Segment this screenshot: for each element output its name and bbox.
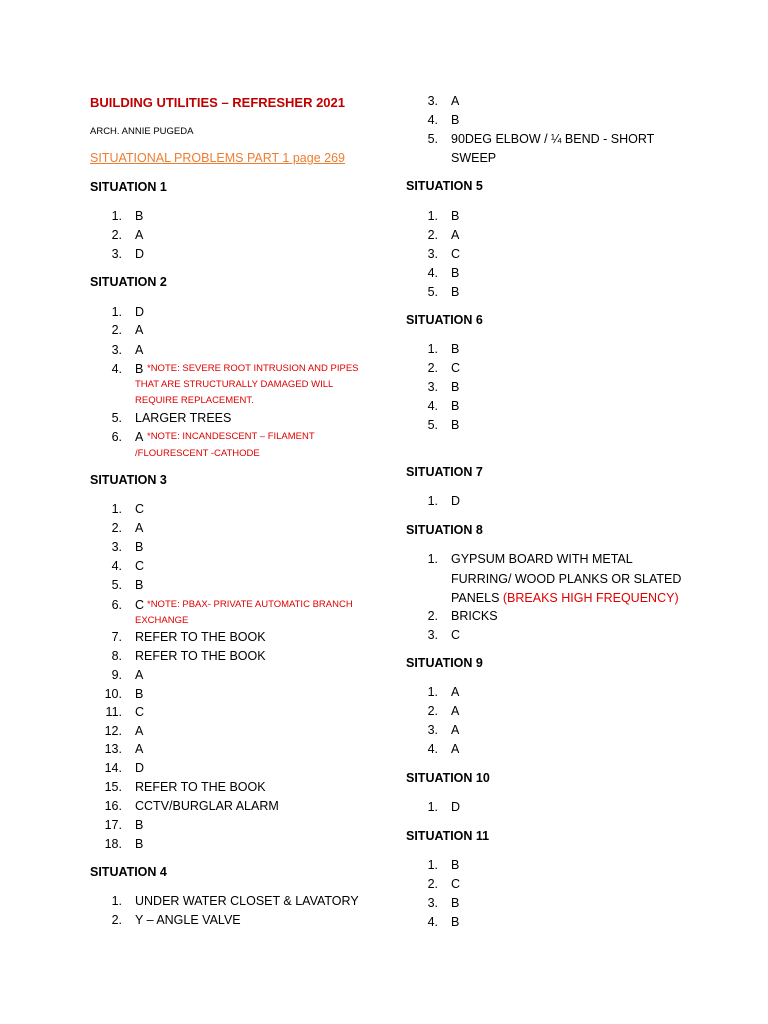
- situation-heading: SITUATION 7: [406, 465, 483, 479]
- note-text: THAT ARE STRUCTURALLY DAMAGED WILL: [135, 379, 334, 390]
- note-text: /FLOURESCENT -CATHODE: [135, 448, 260, 459]
- situation-heading: SITUATION 6: [406, 313, 483, 327]
- situation-heading: SITUATION 3: [90, 473, 167, 487]
- document-title: BUILDING UTILITIES – REFRESHER 2021: [90, 95, 345, 110]
- note-text: *NOTE: PBAX- PRIVATE AUTOMATIC BRANCH: [147, 599, 353, 610]
- document-page: BUILDING UTILITIES – REFRESHER 2021 ARCH. ANNIE PUGEDA SITUATIONAL PROBLEMS PART 1 page 269 SITUATION 1 1. B 2. A 3. D SITUATION 2 1. D 2. A 3. A 4. B *NOTE: SEVERE ROOT INTRUSION AND PIPES THAT ARE STRUCTURALLY DAMAGED WILL REQUIRE REPLACEMENT. 5. LARGER TREES 6. A *NOTE: INCANDESCENT – FILAMENT /FLOURESCENT -CATHODE SITUATION 3 1. C 2. A 3. B 4. C 5. B 6. C *NOTE: PBAX- PRIVATE AUTOMATIC BRANCH EXCHANGE 7. REFER TO THE BOOK 8. REFER TO THE BOOK 9. A 10. B 11. C 12. A 13. A 14. D 15. REFER TO THE BOOK 16. CCTV/BURGLAR ALARM 17. B 18. B SITUATION 4 1. UNDER WATER CLOSET & LAVATORY 2. Y – ANGLE VALVE 3. A 4. B 5. 90DEG ELBOW / ¼ BEND - SHORT SWEEP SITUATION 5 1. B 2. A 3. C 4. B 5. B SITUATION 6 1. B 2. C 3. B 4. B 5. B SITUATION 7 1. D SITUATION 8 1. GYPSUM BOARD WITH METAL FURRING/ WOOD PLANKS OR SLATED PANELS (BREAKS HIGH FREQUENCY) 2. BRICKS 3. C SITUATION 9 1. A 2. A 3. A 4. A SITUATION 10 1. D SITUATION 11 1. B 2. C 3. B 4. B: [90, 94, 682, 929]
- note-text: *NOTE: SEVERE ROOT INTRUSION AND PIPES: [147, 363, 359, 374]
- highlight-text: (BREAKS HIGH FREQUENCY): [502, 591, 679, 605]
- situation-heading: SITUATION 4: [90, 865, 167, 879]
- situation-heading: SITUATION 1: [90, 180, 167, 194]
- situation-heading: SITUATION 8: [406, 523, 483, 537]
- situation-heading: SITUATION 5: [406, 179, 483, 193]
- note-text: REQUIRE REPLACEMENT.: [135, 395, 254, 406]
- note-text: EXCHANGE: [135, 615, 189, 626]
- note-text: *NOTE: INCANDESCENT – FILAMENT: [147, 431, 315, 442]
- section-subtitle: SITUATIONAL PROBLEMS PART 1 page 269: [90, 151, 345, 165]
- situation-heading: SITUATION 9: [406, 656, 483, 670]
- author-line: ARCH. ANNIE PUGEDA: [90, 126, 194, 137]
- situation-heading: SITUATION 11: [406, 829, 490, 843]
- situation-heading: SITUATION 2: [90, 275, 167, 289]
- situation-heading: SITUATION 10: [406, 771, 490, 785]
